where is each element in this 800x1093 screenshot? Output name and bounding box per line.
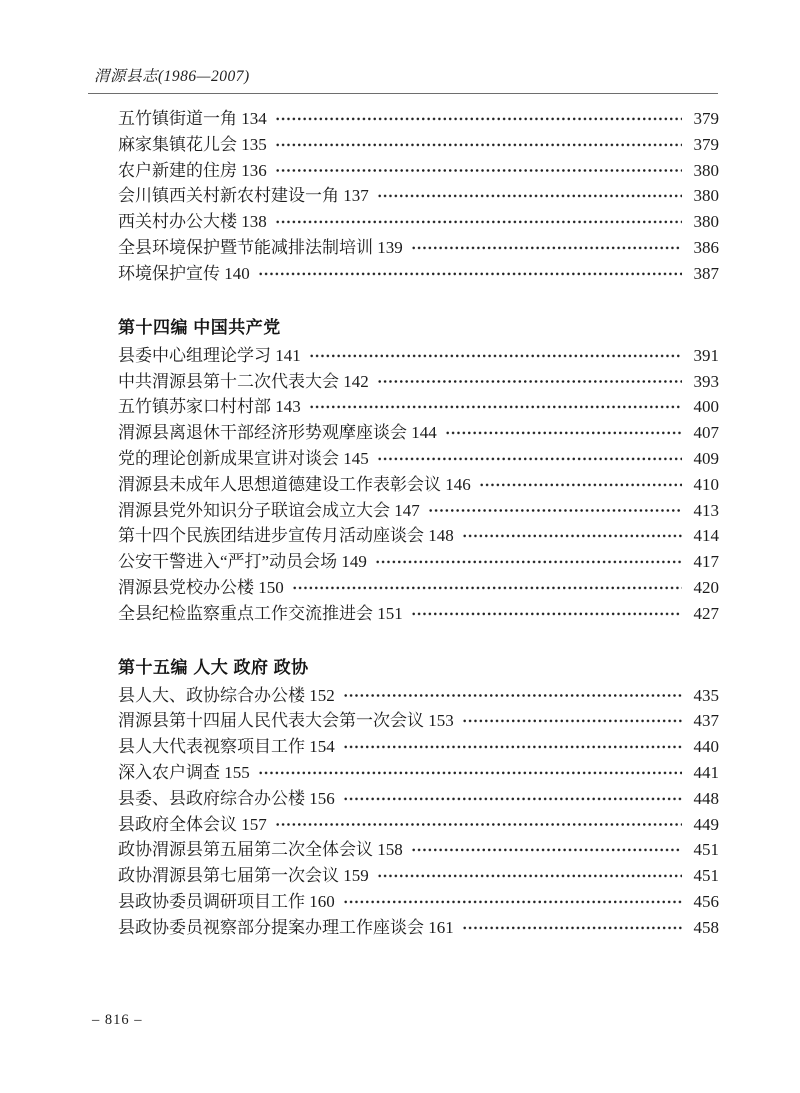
entry-page-number: 451 (693, 866, 719, 886)
entry-page-number: 400 (693, 397, 719, 417)
dot-leader (377, 183, 682, 209)
entry-label: 县人大、政协综合办公楼 152 (118, 685, 335, 705)
toc-entry (118, 812, 719, 838)
dot-leader (292, 575, 682, 601)
toc-entry (118, 235, 719, 261)
entry-label: 全县环境保护暨节能减排法制培训 139 (118, 237, 403, 257)
entry-page-number: 420 (693, 577, 719, 597)
toc-entry (118, 760, 719, 786)
entry-label: 深入农户调查 155 (118, 763, 250, 783)
entry-label: 渭源县离退休干部经济形势观摩座谈会 144 (118, 423, 437, 443)
entry-page-number: 379 (693, 134, 719, 154)
toc-entry (118, 683, 719, 709)
entry-label: 第十四个民族团结进步宣传月活动座谈会 148 (118, 526, 454, 546)
dot-leader (309, 343, 682, 369)
dot-leader (411, 837, 682, 863)
entry-label: 政协渭源县第七届第一次会议 159 (118, 866, 369, 886)
entry-page-number: 386 (693, 237, 719, 257)
entry-page-number: 407 (693, 423, 719, 443)
dot-leader (343, 734, 682, 760)
entry-page-number: 380 (693, 212, 719, 232)
toc-entry (118, 446, 719, 472)
entry-label: 渭源县党校办公楼 150 (118, 577, 284, 597)
table-of-contents (118, 106, 719, 941)
dot-leader (275, 812, 682, 838)
entry-page-number: 380 (693, 160, 719, 180)
dot-leader (462, 915, 682, 941)
toc-entry (118, 343, 719, 369)
toc-entry (118, 549, 719, 575)
entry-label: 县委中心组理论学习 141 (118, 345, 301, 365)
dot-leader (375, 549, 682, 575)
toc-section (118, 655, 719, 941)
toc-entry (118, 498, 719, 524)
entry-label: 党的理论创新成果宣讲对谈会 145 (118, 448, 369, 468)
dot-leader (275, 209, 682, 235)
dot-leader (275, 132, 682, 158)
dot-leader (258, 261, 682, 287)
dot-leader (343, 683, 682, 709)
entry-page-number: 413 (693, 500, 719, 520)
toc-entry (118, 106, 719, 132)
toc-entry (118, 863, 719, 889)
toc-entry (118, 915, 719, 941)
entry-label: 渭源县未成年人思想道德建设工作表彰会议 146 (118, 474, 471, 494)
page-footer (92, 1012, 143, 1029)
entry-label: 县政府全体会议 157 (118, 814, 267, 834)
entry-label: 渭源县第十四届人民代表大会第一次会议 153 (118, 711, 454, 731)
entry-label: 全县纪检监察重点工作交流推进会 151 (118, 603, 403, 623)
toc-entry (118, 158, 719, 184)
toc-entry (118, 420, 719, 446)
entry-page-number: 435 (693, 685, 719, 705)
toc-entry (118, 601, 719, 627)
dot-leader (462, 523, 682, 549)
section-heading: 第十五编 人大 政府 政协 (118, 657, 309, 677)
page-header (88, 64, 718, 94)
entry-page-number: 417 (693, 552, 719, 572)
entry-label: 县委、县政府综合办公楼 156 (118, 788, 335, 808)
dot-leader (343, 889, 682, 915)
page-number: – 816 – (92, 1012, 143, 1028)
entry-page-number: 427 (693, 603, 719, 623)
entry-label: 环境保护宣传 140 (118, 263, 250, 283)
toc-entry (118, 523, 719, 549)
dot-leader (343, 786, 682, 812)
entry-page-number: 441 (693, 763, 719, 783)
dot-leader (411, 601, 682, 627)
entry-label: 五竹镇街道一角 134 (118, 109, 267, 128)
entry-page-number: 458 (693, 917, 719, 937)
entry-page-number: 380 (693, 186, 719, 206)
entry-label: 西关村办公大楼 138 (118, 212, 267, 232)
entry-label: 中共渭源县第十二次代表大会 142 (118, 371, 369, 391)
dot-leader (428, 498, 682, 524)
dot-leader (411, 235, 682, 261)
toc-entry (118, 734, 719, 760)
book-title: 渭源县志(1986—2007) (94, 68, 250, 85)
toc-entry (118, 708, 719, 734)
entry-label: 五竹镇苏家口村村部 143 (118, 397, 301, 417)
dot-leader (275, 106, 682, 132)
toc-entry (118, 575, 719, 601)
entry-label: 县政协委员视察部分提案办理工作座谈会 161 (118, 917, 454, 937)
toc-entry (118, 209, 719, 235)
entry-page-number: 451 (693, 840, 719, 860)
section-heading: 第十四编 中国共产党 (118, 317, 281, 337)
toc-section (118, 106, 719, 287)
dot-leader (309, 394, 682, 420)
entry-page-number: 387 (693, 263, 719, 283)
entry-page-number: 379 (693, 109, 719, 128)
entry-label: 会川镇西关村新农村建设一角 137 (118, 186, 369, 206)
toc-entry (118, 889, 719, 915)
toc-entry (118, 472, 719, 498)
dot-leader (377, 863, 682, 889)
entry-label: 麻家集镇花儿会 135 (118, 134, 267, 154)
toc-entry (118, 394, 719, 420)
entry-page-number: 437 (693, 711, 719, 731)
entry-page-number: 410 (693, 474, 719, 494)
dot-leader (377, 446, 682, 472)
toc-section (118, 315, 719, 627)
entry-label: 县政协委员调研项目工作 160 (118, 892, 335, 912)
entry-page-number: 448 (693, 788, 719, 808)
entry-page-number: 414 (693, 526, 719, 546)
entry-page-number: 409 (693, 448, 719, 468)
entry-label: 农户新建的住房 136 (118, 160, 267, 180)
dot-leader (445, 420, 682, 446)
entry-page-number: 440 (693, 737, 719, 757)
entry-page-number: 449 (693, 814, 719, 834)
entry-label: 渭源县党外知识分子联谊会成立大会 147 (118, 500, 420, 520)
entry-page-number: 391 (693, 345, 719, 365)
dot-leader (479, 472, 682, 498)
toc-entry (118, 369, 719, 395)
dot-leader (275, 158, 682, 184)
dot-leader (377, 369, 682, 395)
dot-leader (258, 760, 682, 786)
entry-page-number: 456 (693, 892, 719, 912)
entry-label: 公安干警进入“严打”动员会场 149 (118, 552, 367, 572)
dot-leader (462, 708, 682, 734)
toc-entry (118, 132, 719, 158)
toc-entry (118, 183, 719, 209)
toc-entry (118, 261, 719, 287)
entry-page-number: 393 (693, 371, 719, 391)
entry-label: 县人大代表视察项目工作 154 (118, 737, 335, 757)
toc-entry (118, 786, 719, 812)
entry-label: 政协渭源县第五届第二次全体会议 158 (118, 840, 403, 860)
toc-entry (118, 837, 719, 863)
